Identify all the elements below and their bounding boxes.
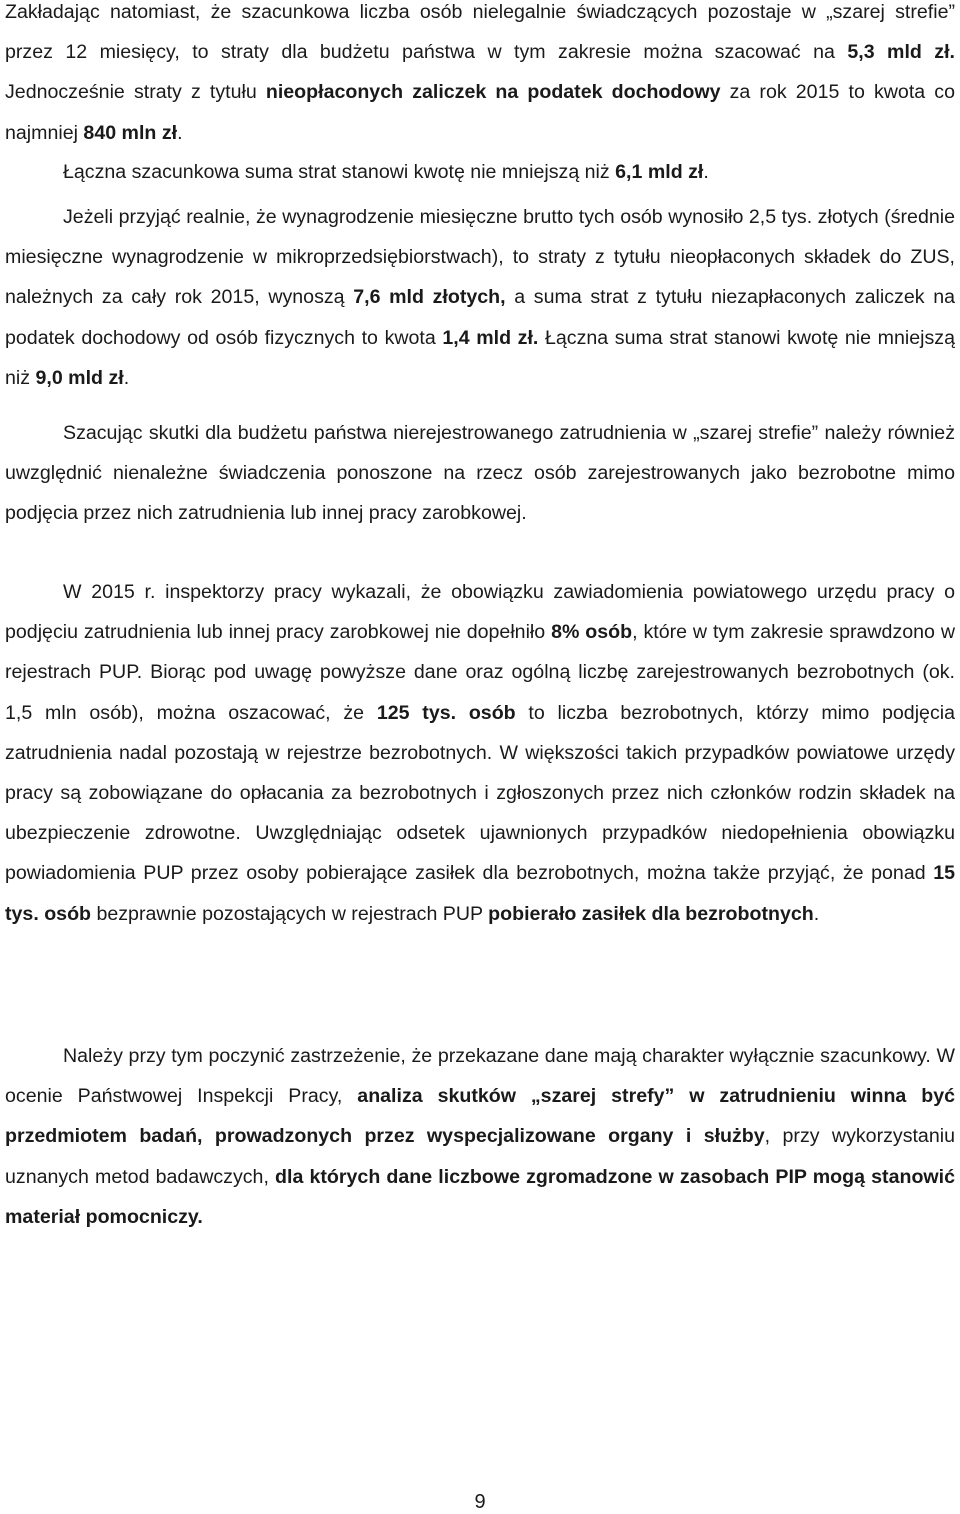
bold-phrase: dla których dane liczbowe zgromadzone w zasobach PIP mogą stanowić materiał pomocniczy. — [5, 1165, 955, 1228]
bold-amount: 840 mln zł — [83, 121, 178, 144]
text-span: bezprawnie pozostających w rejestrach PUP — [91, 902, 489, 925]
text-span: Należy przy tym poczynić zastrzeżenie, że przekazane dane mają charakter wyłącznie szacunkowy. W ocenie Państwowej Inspekcji Pracy, — [5, 1045, 955, 1108]
bold-percentage: 8% osób — [551, 621, 633, 644]
text-span: Szacując skutki dla budżetu państwa nierejestrowanego zatrudnienia w „szarej strefie” należy również uwzględnić nienależne świadczenia ponoszone na rzecz osób zarejestrowanych jako bezrobotne mimo podjęcia przez nich zatrudnienia lub innej pracy zarobkowej. — [5, 422, 955, 525]
bold-amount: 1,4 mld zł. — [442, 326, 539, 349]
text-span: a suma strat z tytułu niezapłaconych zaliczek na podatek dochodowy od osób fizycznych to kwota — [5, 286, 955, 349]
bold-phrase: analiza skutków „szarej strefy” w zatrudnieniu winna być przedmiotem badań, prowadzonych przez wyspecjalizowane organy i służby — [5, 1085, 956, 1148]
paragraph-unregistered-employment — [5, 413, 955, 534]
bold-amount: 6,1 mld zł — [615, 161, 704, 183]
bold-amount: 9,0 mld zł — [35, 366, 124, 389]
bold-count: 125 tys. osób — [376, 701, 516, 724]
text-span: . — [813, 902, 820, 925]
text-span: Łączna suma strat stanowi kwotę nie mniejszą niż — [5, 326, 955, 389]
paragraph-reservation — [5, 1036, 955, 1237]
text-span: Jeżeli przyjąć realnie, że wynagrodzenie miesięczne brutto tych osób wynosiło 2,5 tys. złotych (średnie miesięczne wynagrodzenie w mikroprzedsiębiorstwach), to straty z tytułu nieopłaconych składek do ZUS, należnych za cały rok 2015, wynoszą — [5, 206, 955, 309]
text-span: Jednocześnie straty z tytułu — [5, 81, 266, 104]
text-span: , które w tym zakresie sprawdzono w rejestrach PUP. Biorąc pod uwagę powyższe dane oraz ogólną liczbę zarejestrowanych bezrobotnych (ok. 1,5 mln osób), można oszacować, że — [5, 621, 955, 724]
text-span: , przy wykorzystaniu uznanych metod badawczych, — [5, 1125, 955, 1188]
text-span: . — [703, 161, 709, 183]
text-span: za rok 2015 to kwota co najmniej — [5, 81, 955, 144]
bold-count: 15 tys. osób — [5, 862, 955, 925]
bold-phrase: nieopłaconych zaliczek na podatek dochodowy — [265, 81, 721, 104]
text-span: W 2015 r. inspektorzy pracy wykazali, że obowiązku zawiadomienia powiatowego urzędu pracy o podjęciu zatrudnienia lub innej pracy zarobkowej nie dopełniło — [5, 581, 955, 644]
bold-amount: 5,3 mld zł. — [847, 41, 955, 64]
paragraph-losses-estimate — [5, 0, 955, 153]
text-span: . — [177, 121, 183, 144]
page-number: 9 — [474, 1491, 486, 1513]
text-span: . — [123, 366, 130, 389]
text-span: Łączna szacunkowa suma strat stanowi kwotę nie mniejszą niż — [63, 161, 616, 183]
paragraph-zus-losses — [5, 197, 955, 398]
bold-amount: 7,6 mld złotych, — [353, 286, 506, 309]
paragraph-inspections-2015 — [5, 572, 955, 934]
text-span: Zakładając natomiast, że szacunkowa liczba osób nielegalnie świadczących pozostaje w „szarej strefie” przez 12 miesięcy, to straty dla budżetu państwa w tym zakresie można szacować na — [5, 1, 955, 64]
bold-phrase: pobierało zasiłek dla bezrobotnych — [488, 902, 814, 925]
paragraph-total-losses — [5, 152, 955, 192]
text-span: to liczba bezrobotnych, którzy mimo podjęcia zatrudnienia nadal pozostają w rejestrze bezrobotnych. W większości takich przypadków powiatowe urzędy pracy są zobowiązane do opłacania za bezrobotnych i zgłoszonych przez nich członków rodzin składek na ubezpieczenie zdrowotne. Uwzględniając odsetek ujawnionych przypadków niedopełnienia obowiązku powiadomienia PUP przez osoby pobierające zasiłek dla bezrobotnych, można także przyjąć, że ponad — [5, 701, 955, 885]
